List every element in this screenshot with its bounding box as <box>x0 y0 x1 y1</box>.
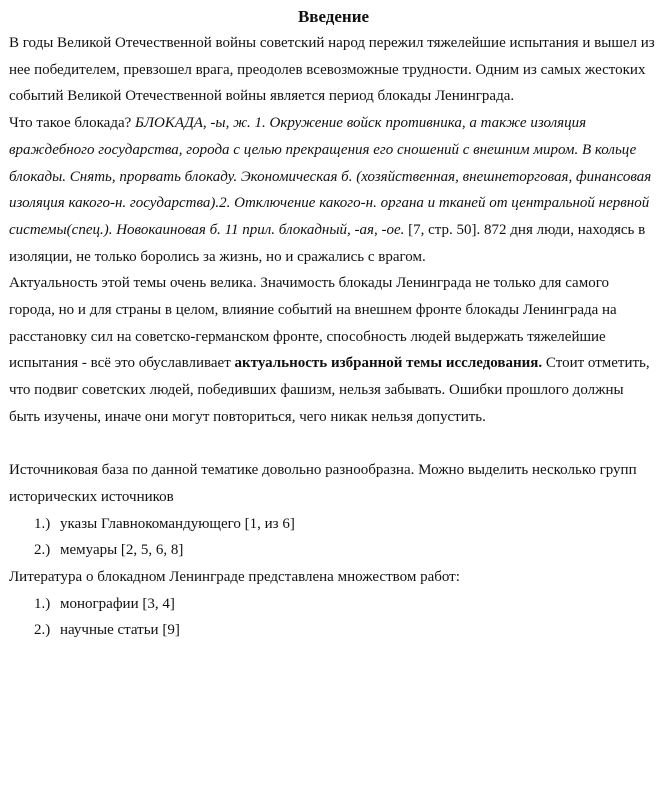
relevance-bold: актуальность избранной темы исследования. <box>234 355 543 372</box>
paragraph-definition <box>9 110 658 270</box>
relevance-start: Актуальность этой темы очень велика. Значимость блокады Ленинграда не только для самого города, но и для страны в целом, влияние событий на внешнем фронте блокады Ленинграда на расстановку сил на советско-германском фронте, способность людей выдержать тяжелейшие испытания - всё это обуславливает <box>9 275 617 372</box>
relevance-end: Стоит отметить, что подвиг советских людей, победивших фашизм, нельзя забывать. Ошибки прошлого должны быть изучены, иначе они могут повториться, чего никак нельзя допустить. <box>9 355 650 425</box>
list-item <box>9 617 658 644</box>
paragraph-intro: В годы Великой Отечественной войны советский народ пережил тяжелейшие испытания и вышел из нее победителем, превзошел врага, преодолев всевозможные трудности. Одним из самых жестоких событий Великой Отечественной войны является период блокады Ленинграда. <box>9 35 655 105</box>
list-item-text: монографии [3, 4] <box>60 595 175 612</box>
list-item-text: научные статьи [9] <box>60 622 180 639</box>
definition-lead: Что такое блокада? <box>9 115 136 132</box>
definition-italic: БЛОКАДА, -ы, ж. 1. Окружение войск противника, а также изоляция враждебного государства, города с целью прекращения его сношений с внешним миром. В кольце блокады. Снять, прорвать блокаду. Экономическая б. (хозяйственная, внешнеторговая, финансовая изоляция какого-н. государства).2. Отключение какого-н. органа и тканей от центральной нервной системы(спец.). Новокаиновая б. 11 прил. блокадный, -ая, -ое. <box>9 115 652 238</box>
definition-tail: [7, стр. 50]. 872 дня люди, находясь в изоляции, не только боролись за жизнь, но и сражались с врагом. <box>9 221 646 265</box>
section-title: Введение <box>297 7 370 26</box>
paragraph-literature: Литература о блокадном Ленинграде представлена множеством работ: <box>9 569 460 586</box>
list-item <box>9 591 658 618</box>
blank-line <box>9 431 658 458</box>
paragraph-sources: Источниковая база по данной тематике довольно разнообразна. Можно выделить несколько групп исторических источников <box>9 462 637 505</box>
list-item <box>9 537 658 564</box>
list-item <box>9 511 658 538</box>
list-item-number: 2.) <box>34 542 51 559</box>
list-item-number: 1.) <box>34 595 51 612</box>
list-item-text: мемуары [2, 5, 6, 8] <box>60 542 184 559</box>
paragraph-relevance <box>9 270 658 430</box>
list-item-number: 2.) <box>34 622 51 639</box>
list-item-number: 1.) <box>34 515 51 532</box>
list-item-text: указы Главнокомандующего [1, из 6] <box>60 515 295 532</box>
